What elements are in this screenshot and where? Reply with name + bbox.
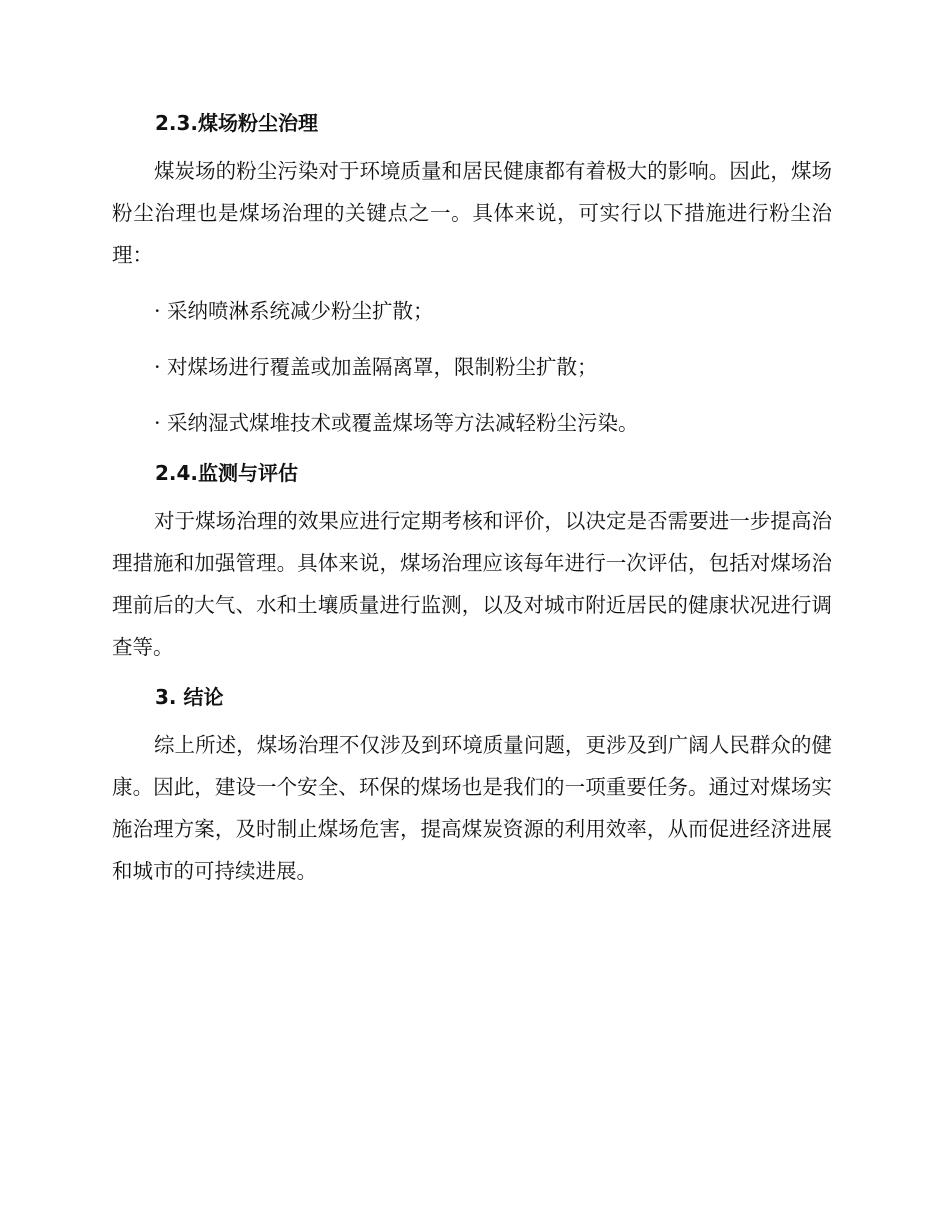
section-heading-monitoring: 2.4.监测与评估 (155, 461, 299, 485)
document-body (112, 108, 832, 906)
bullet-item-cover-shield: · 对煤场进行覆盖或加盖隔离罩，限制粉尘扩散； (154, 355, 598, 379)
bullet-item-spray-system: · 采纳喷淋系统减少粉尘扩散； (154, 299, 434, 323)
paragraph-dust-control: 煤炭场的粉尘污染对于环境质量和居民健康都有着极大的影响。因此，煤场粉尘治理也是煤场治理的关键点之一。具体来说，可实行以下措施进行粉尘治理： (112, 159, 832, 267)
section-heading-conclusion: 3. 结论 (155, 685, 224, 709)
paragraph-conclusion: 综上所述，煤场治理不仅涉及到环境质量问题，更涉及到广阔人民群众的健康。因此，建设一个安全、环保的煤场也是我们的一项重要任务。通过对煤场实施治理方案，及时制止煤场危害，提高煤炭资源的利用效率，从而促进经济进展和城市的可持续进展。 (112, 733, 832, 883)
paragraph-monitoring: 对于煤场治理的效果应进行定期考核和评价，以决定是否需要进一步提高治理措施和加强管理。具体来说，煤场治理应该每年进行一次评估，包括对煤场治理前后的大气、水和土壤质量进行监测，以及对城市附近居民的健康状况进行调查等。 (112, 509, 832, 659)
section-heading-dust-control: 2.3.煤场粉尘治理 (155, 111, 319, 135)
bullet-item-wet-stacking: · 采纳湿式煤堆技术或覆盖煤场等方法减轻粉尘污染。 (154, 411, 639, 435)
